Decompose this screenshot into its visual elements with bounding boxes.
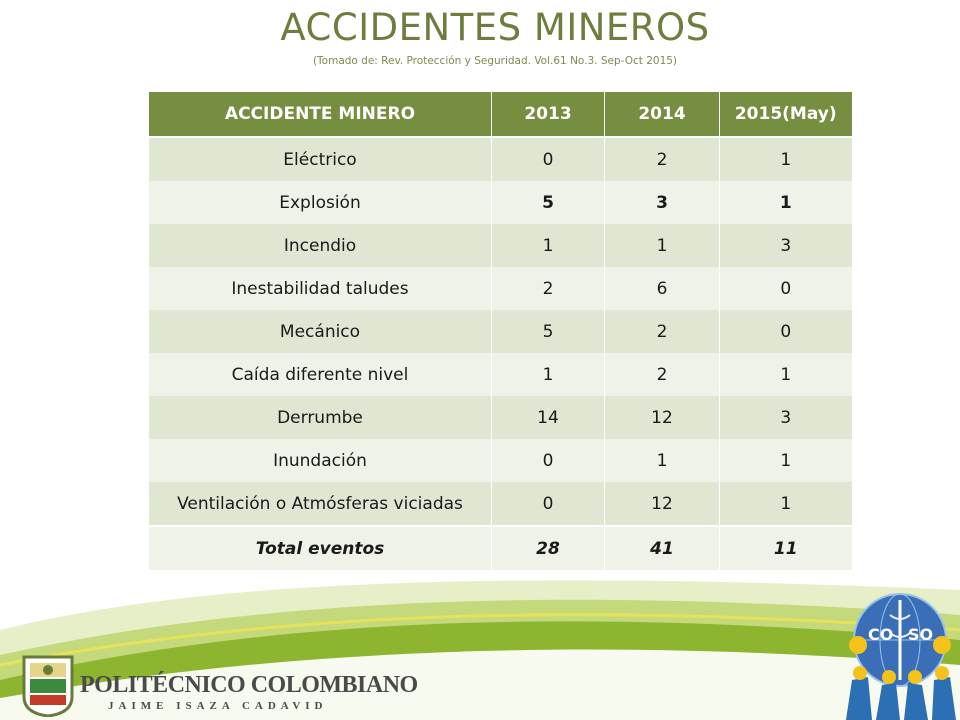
row-label: Mecánico (149, 310, 492, 353)
table-row (149, 353, 852, 396)
table-cell: 2 (492, 267, 605, 310)
column-header: 2013 (492, 92, 605, 137)
table-row (149, 267, 852, 310)
table-cell: 0 (492, 482, 605, 526)
row-label: Ventilación o Atmósferas viciadas (149, 482, 492, 526)
table-cell: 3 (605, 181, 720, 224)
table-cell: 2 (605, 137, 720, 181)
accidents-table (148, 92, 852, 570)
table-row (149, 439, 852, 482)
total-cell: 11 (720, 526, 852, 570)
badge-right: SO (908, 625, 934, 644)
table-cell: 5 (492, 181, 605, 224)
table-cell: 6 (605, 267, 720, 310)
row-label: Incendio (149, 224, 492, 267)
table-cell: 12 (605, 482, 720, 526)
table-row (149, 396, 852, 439)
row-label: Inundación (149, 439, 492, 482)
table-cell: 14 (492, 396, 605, 439)
total-cell: 41 (605, 526, 720, 570)
row-label: Explosión (149, 181, 492, 224)
total-label: Total eventos (149, 526, 492, 570)
table-row (149, 310, 852, 353)
row-label: Caída diferente nivel (149, 353, 492, 396)
table-cell: 1 (720, 137, 852, 181)
table-row (149, 181, 852, 224)
row-label: Derrumbe (149, 396, 492, 439)
institution-subname: JAIME ISAZA CADAVID (108, 700, 328, 712)
institution-shield-icon (22, 655, 74, 717)
table-cell: 0 (492, 137, 605, 181)
column-header: 2015(May) (720, 92, 852, 137)
total-cell: 28 (492, 526, 605, 570)
table-cell: 0 (720, 310, 852, 353)
table-cell: 1 (720, 181, 852, 224)
table-row (149, 482, 852, 526)
slide-title: ACCIDENTES MINEROS (280, 6, 710, 49)
table-cell: 12 (605, 396, 720, 439)
coso-globe-logo (838, 585, 960, 720)
table-cell: 2 (605, 353, 720, 396)
table-cell: 1 (492, 353, 605, 396)
table-cell: 0 (492, 439, 605, 482)
table-row (149, 137, 852, 181)
table-cell: 1 (492, 224, 605, 267)
table-cell: 0 (720, 267, 852, 310)
table-cell: 1 (720, 439, 852, 482)
table-cell: 3 (720, 224, 852, 267)
table-cell: 5 (492, 310, 605, 353)
table-cell: 1 (720, 482, 852, 526)
row-label: Inestabilidad taludes (149, 267, 492, 310)
column-header: ACCIDENTE MINERO (149, 92, 492, 137)
badge-left: CO (868, 625, 894, 644)
slide-subtitle: (Tomado de: Rev. Protección y Seguridad. Vol.61 No.3. Sep-Oct 2015) (312, 55, 678, 67)
table-cell: 1 (605, 439, 720, 482)
table-cell: 2 (605, 310, 720, 353)
table-row (149, 224, 852, 267)
column-header: 2014 (605, 92, 720, 137)
row-label: Eléctrico (149, 137, 492, 181)
table-cell: 1 (605, 224, 720, 267)
table-cell: 1 (720, 353, 852, 396)
institution-name: POLITÉCNICO COLOMBIANO (80, 672, 418, 698)
table-cell: 3 (720, 396, 852, 439)
table-header-row (149, 92, 852, 137)
